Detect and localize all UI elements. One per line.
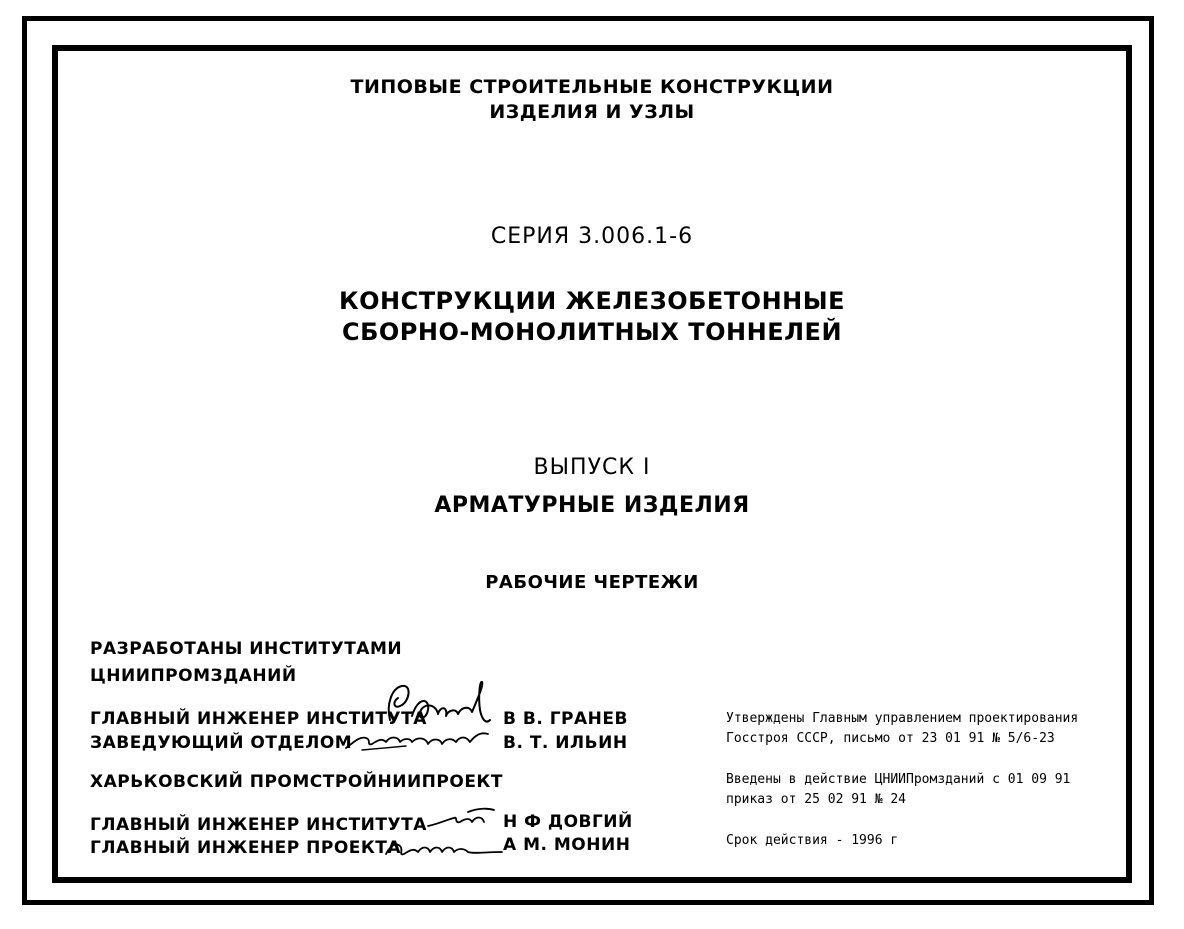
approved-line-2: Госстроя СССР, письмо от 23 01 91 № 5/6-23 (726, 731, 1055, 746)
approved-line-1: Утверждены Главным управлением проектирования (726, 711, 1079, 726)
signature-granev (382, 676, 500, 736)
signature-dovgiy (424, 806, 500, 830)
institute-1-name: ЦНИИПРОМЗДАНИЙ (90, 666, 297, 686)
doc-type: РАБОЧИЕ ЧЕРТЕЖИ (485, 572, 699, 593)
institute-1-person-1: В В. ГРАНЕВ (503, 709, 628, 729)
enacted-line-1: Введены в действие ЦНИИПромзданий с 01 09 91 (726, 772, 1071, 787)
title-line-2: СБОРНО-МОНОЛИТНЫХ ТОННЕЛЕЙ (341, 318, 843, 346)
header-line-2: ИЗДЕЛИЯ И УЗЛЫ (489, 101, 695, 123)
institute-2-role-1: ГЛАВНЫЙ ИНЖЕНЕР ИНСТИТУТА (90, 815, 427, 835)
series-label: СЕРИЯ 3.006.1-6 (490, 224, 694, 249)
header-line-1: ТИПОВЫЕ СТРОИТЕЛЬНЫЕ КОНСТРУКЦИИ (350, 76, 834, 98)
institute-1-role-2: ЗАВЕДУЮЩИЙ ОТДЕЛОМ (90, 733, 353, 753)
institute-2-role-2: ГЛАВНЫЙ ИНЖЕНЕР ПРОЕКТА (90, 838, 402, 858)
issue-name: АРМАТУРНЫЕ ИЗДЕЛИЯ (434, 493, 750, 518)
validity-line: Срок действия - 1996 г (726, 833, 899, 848)
institute-2-name: ХАРЬКОВСКИЙ ПРОМСТРОЙНИИПРОЕКТ (90, 772, 503, 792)
signature-monin (382, 836, 506, 860)
signature-ilin (342, 728, 492, 754)
developers-heading: РАЗРАБОТАНЫ ИНСТИТУТАМИ (90, 639, 403, 659)
institute-1-person-2: В. Т. ИЛЬИН (503, 733, 628, 753)
issue-number: ВЫПУСК I (533, 455, 651, 480)
title-line-1: КОНСТРУКЦИИ ЖЕЛЕЗОБЕТОННЫЕ (338, 287, 846, 315)
institute-1-role-1: ГЛАВНЫЙ ИНЖЕНЕР ИНСТИТУТА (90, 709, 427, 729)
institute-2-person-2: А М. МОНИН (503, 835, 631, 855)
institute-2-person-1: Н Ф ДОВГИЙ (503, 812, 633, 832)
enacted-line-2: приказ от 25 02 91 № 24 (726, 792, 907, 807)
